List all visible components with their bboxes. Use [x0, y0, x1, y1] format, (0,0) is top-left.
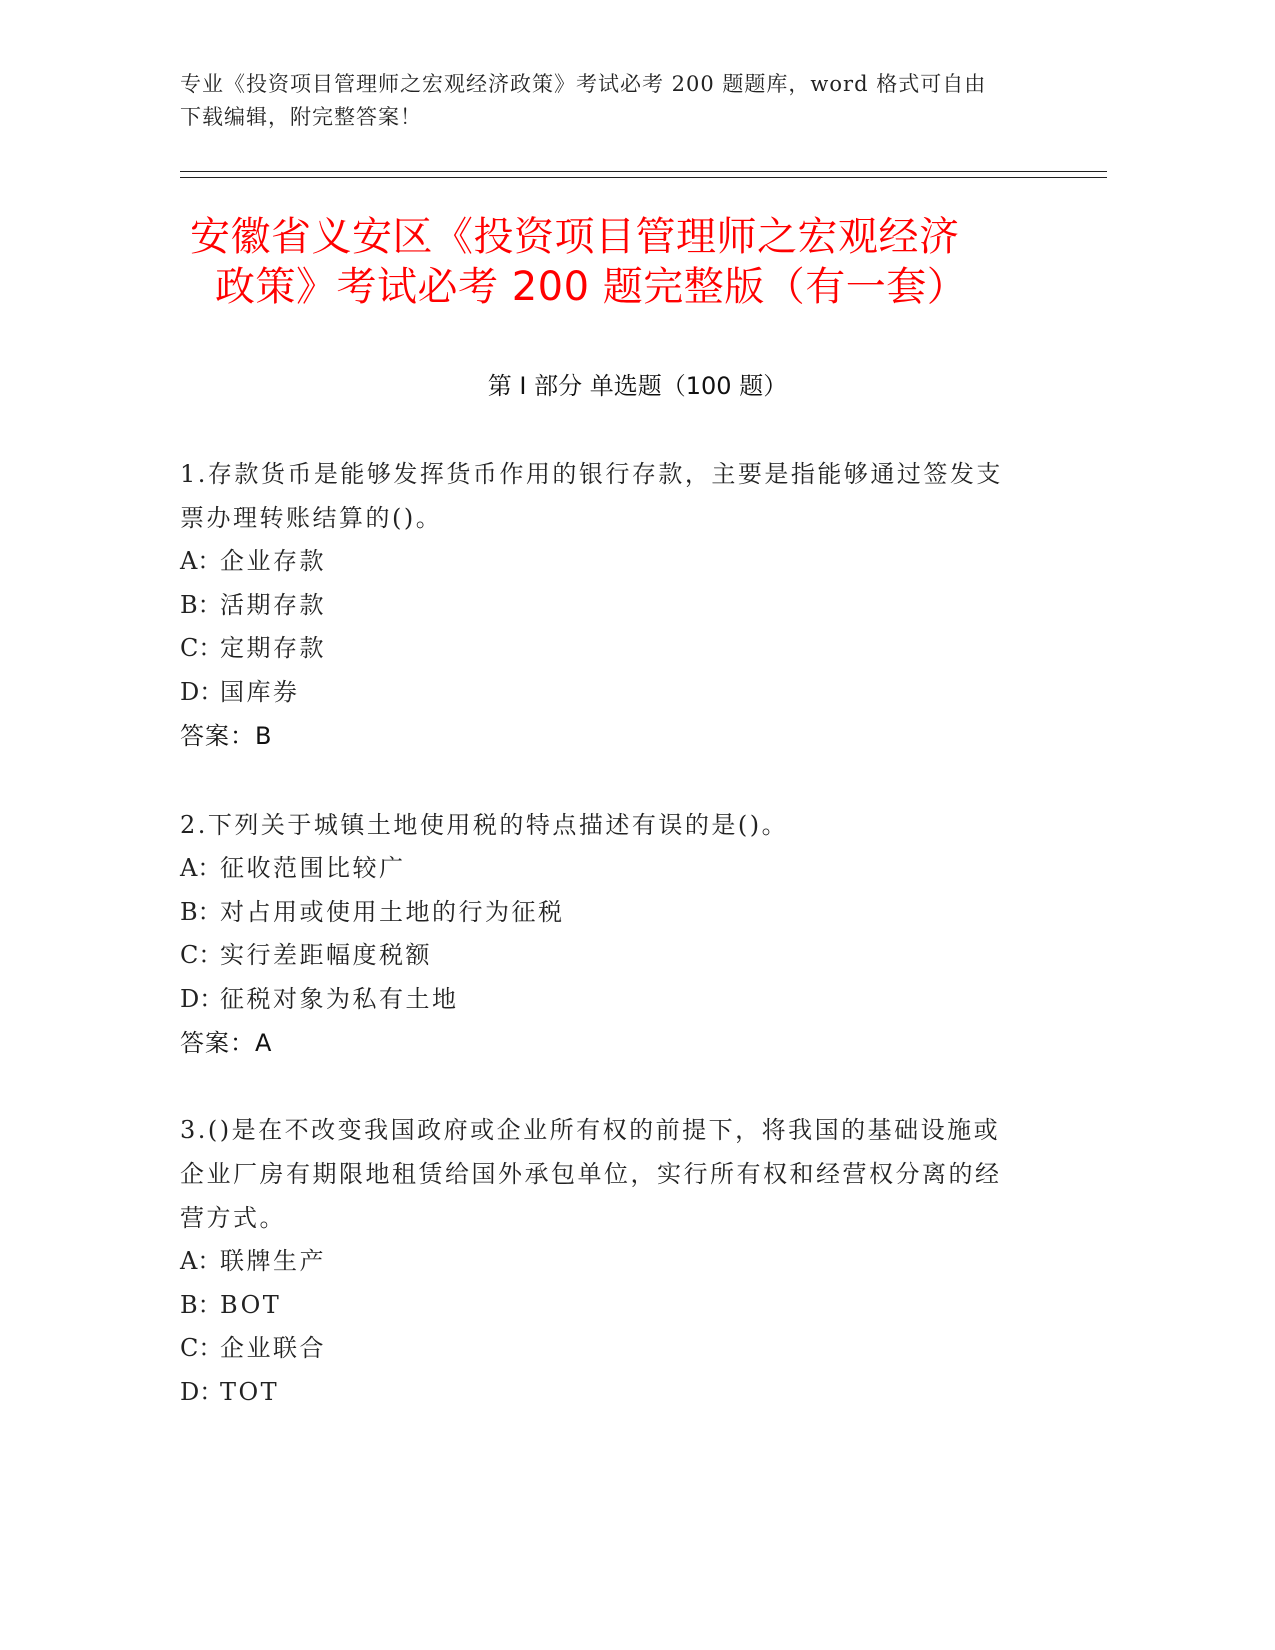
- option-text: 对占用或使用土地的行为征税: [220, 897, 565, 926]
- answer-line: 答案：A: [180, 1029, 273, 1057]
- option-a: [180, 540, 1020, 584]
- question-1: [180, 452, 1020, 758]
- option-d: [180, 1371, 1020, 1415]
- option-a: [180, 1240, 1020, 1284]
- option-text: 征税对象为私有土地: [220, 984, 459, 1013]
- option-b: [180, 891, 1020, 935]
- option-letter: C：: [180, 941, 223, 969]
- option-d: [180, 671, 1020, 715]
- option-c: [180, 627, 1020, 671]
- option-letter: A：: [180, 854, 222, 882]
- document-intro: [180, 68, 1080, 134]
- option-d: [180, 978, 1020, 1022]
- title-line-2: 政策》考试必考 200 题完整版（有一套）: [215, 264, 968, 310]
- option-c: [180, 934, 1020, 978]
- intro-line-2: 下载编辑，附完整答案！: [180, 105, 422, 129]
- option-text: 实行差距幅度税额: [220, 941, 432, 969]
- option-text: 企业联合: [220, 1334, 326, 1362]
- option-text: 征收范围比较广: [220, 854, 406, 882]
- option-letter: D：: [180, 677, 224, 706]
- option-letter: B：: [180, 590, 222, 619]
- option-letter: C：: [180, 1334, 223, 1362]
- option-letter: D：: [180, 984, 224, 1013]
- option-text: 联牌生产: [220, 1247, 326, 1275]
- document-title: [190, 212, 1090, 312]
- option-c: [180, 1327, 1020, 1371]
- question-2: [180, 803, 1020, 1065]
- option-text: BOT: [220, 1290, 282, 1319]
- option-letter: D：: [180, 1377, 224, 1406]
- intro-line-1: 专业《投资项目管理师之宏观经济政策》考试必考 200 题题库，word 格式可自由: [180, 72, 987, 96]
- option-text: TOT: [220, 1377, 280, 1406]
- option-b: [180, 584, 1020, 628]
- option-text: 企业存款: [220, 547, 326, 575]
- option-a: [180, 847, 1020, 891]
- option-text: 活期存款: [220, 590, 326, 619]
- answer-line: 答案：B: [180, 722, 273, 750]
- option-text: 国库券: [220, 677, 300, 706]
- option-letter: A：: [180, 547, 222, 575]
- question-stem: 2.下列关于城镇土地使用税的特点描述有误的是()。: [180, 811, 789, 839]
- title-line-1: 安徽省义安区《投资项目管理师之宏观经济: [190, 214, 960, 260]
- header-divider-top: [180, 171, 1107, 172]
- question-stem: 3.()是在不改变我国政府或企业所有权的前提下，将我国的基础设施或企业厂房有期限地租赁给国外承包单位，实行所有权和经营权分离的经营方式。: [180, 1116, 1002, 1232]
- option-letter: B：: [180, 897, 222, 926]
- header-divider-bottom: [180, 177, 1107, 178]
- question-3: [180, 1108, 1020, 1414]
- option-text: 定期存款: [220, 634, 326, 662]
- section-heading: 第 I 部分 单选题（100 题）: [487, 372, 788, 400]
- option-b: [180, 1284, 1020, 1328]
- option-letter: A：: [180, 1247, 222, 1275]
- option-letter: B：: [180, 1290, 222, 1319]
- option-letter: C：: [180, 634, 223, 662]
- question-stem: 1.存款货币是能够发挥货币作用的银行存款，主要是指能够通过签发支票办理转账结算的()。: [180, 460, 1003, 532]
